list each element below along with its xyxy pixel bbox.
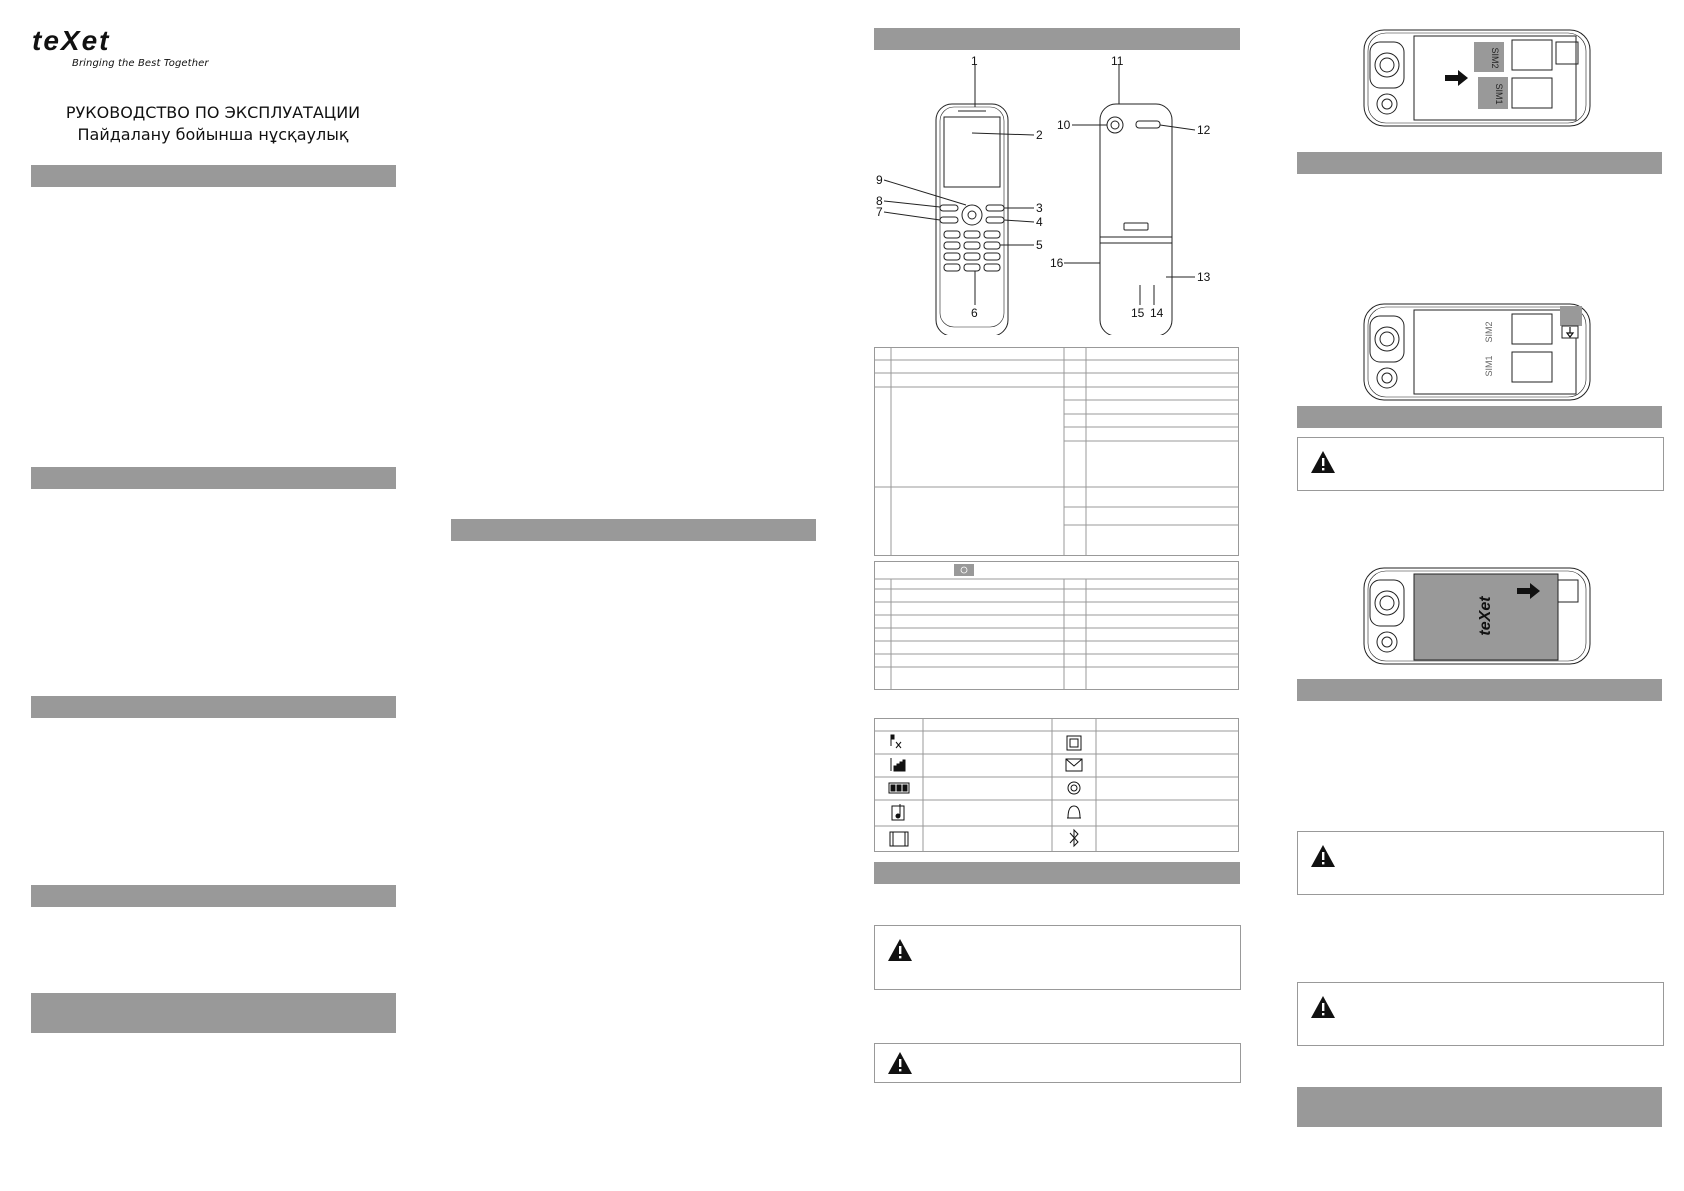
sim-insert-illustration — [1362, 28, 1592, 128]
section-bar-4 — [31, 885, 396, 907]
menu-key-icon — [954, 564, 974, 576]
alarm-bell-icon — [1067, 806, 1081, 818]
warning-box-5 — [1297, 982, 1664, 1046]
warning-icon — [1310, 450, 1336, 474]
section-bar-6 — [451, 519, 816, 541]
section-bar-9 — [1297, 152, 1662, 174]
warning-box-3 — [1297, 437, 1664, 491]
label-2: 2 — [1036, 128, 1043, 142]
sim1-label: SIM1 — [1494, 83, 1504, 105]
label-11: 11 — [1111, 55, 1124, 68]
label-16: 16 — [1050, 256, 1064, 270]
label-5: 5 — [1036, 238, 1043, 252]
memory-card-icon — [1067, 736, 1081, 750]
section-bar-8 — [874, 862, 1240, 884]
warning-icon — [887, 1051, 913, 1075]
status-icons-table — [874, 718, 1240, 853]
label-8: 8 — [876, 194, 883, 208]
memory-card-illustration — [1362, 302, 1592, 402]
headset-icon — [1068, 782, 1080, 794]
music-player-icon — [892, 804, 904, 820]
label-1: 1 — [971, 55, 978, 68]
label-3: 3 — [1036, 201, 1043, 215]
label-4: 4 — [1036, 215, 1043, 229]
manual-title-ru: РУКОВОДСТВО ПО ЭКСПЛУАТАЦИИ — [65, 103, 361, 122]
camera-lens — [1107, 117, 1123, 133]
bluetooth-icon — [1070, 830, 1078, 846]
label-12: 12 — [1197, 123, 1211, 137]
speaker-grille — [1136, 121, 1160, 128]
phone-back-body — [1100, 104, 1172, 335]
battery-level-icon — [889, 783, 909, 793]
section-bar-3 — [31, 696, 396, 718]
warning-box-4 — [1297, 831, 1664, 895]
section-bar-10 — [1297, 406, 1662, 428]
phone-front-screen — [944, 117, 1000, 187]
phone-diagram — [874, 55, 1240, 335]
section-bar-12 — [1297, 1087, 1662, 1127]
sms-message-icon — [1066, 759, 1082, 771]
label-7: 7 — [876, 205, 883, 219]
warning-icon — [887, 938, 913, 962]
warning-box-1 — [874, 925, 1241, 990]
manual-title-kz: Пайдалану бойынша нұсқаулық — [77, 125, 349, 144]
label-10: 10 — [1057, 118, 1071, 132]
section-bar-7 — [874, 28, 1240, 50]
label-13: 13 — [1197, 270, 1211, 284]
video-player-icon — [890, 832, 908, 846]
battery-illustration — [1362, 566, 1592, 668]
memory-card — [1560, 306, 1582, 326]
logo-text: teXet — [32, 28, 111, 54]
label-15: 15 — [1131, 306, 1145, 320]
no-network-icon — [891, 735, 901, 748]
warning-box-2 — [874, 1043, 1241, 1083]
menu-table — [874, 561, 1240, 691]
sim2-label-faded: SIM2 — [1484, 321, 1494, 343]
label-14: 14 — [1150, 306, 1164, 320]
section-bar-5 — [31, 993, 396, 1033]
section-bar-2 — [31, 467, 396, 489]
keys-table — [874, 347, 1240, 557]
brand-tagline: Bringing the Best Together — [72, 58, 209, 69]
texet-logo — [32, 28, 182, 54]
sim1-label-faded: SIM1 — [1484, 355, 1494, 377]
signal-strength-icon — [891, 758, 905, 771]
warning-icon — [1310, 995, 1336, 1019]
label-9: 9 — [876, 173, 883, 187]
insert-arrow-icon — [1445, 70, 1468, 86]
sim2-label: SIM2 — [1490, 47, 1500, 69]
battery-logo: teXet — [1477, 596, 1494, 636]
section-bar-11 — [1297, 679, 1662, 701]
label-6: 6 — [971, 306, 978, 320]
warning-icon — [1310, 844, 1336, 868]
section-bar-1 — [31, 165, 396, 187]
nav-key — [962, 205, 982, 225]
